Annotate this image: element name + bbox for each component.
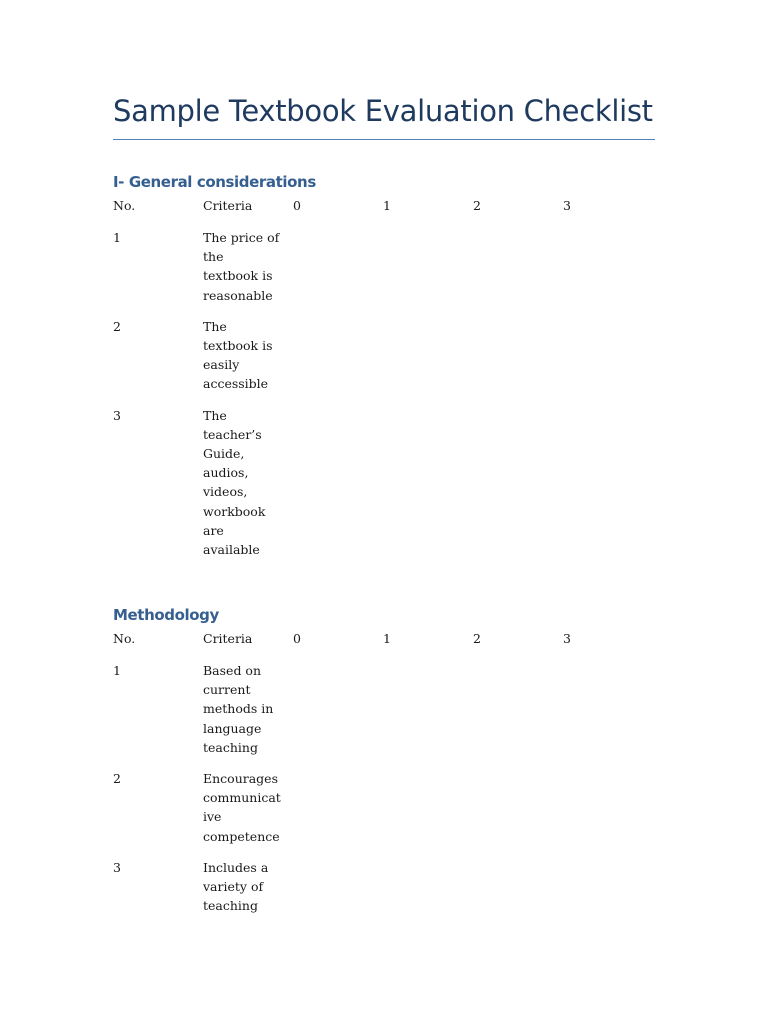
table-header-row bbox=[113, 196, 593, 216]
column-header-no: No. bbox=[113, 631, 136, 646]
general-considerations-table bbox=[113, 196, 593, 559]
row-number: 1 bbox=[113, 230, 121, 245]
column-header-criteria: Criteria bbox=[203, 198, 253, 213]
table-row bbox=[113, 858, 593, 916]
table-row bbox=[113, 661, 593, 757]
criteria-text: The price of the textbook is reasonable bbox=[203, 230, 280, 303]
table-row bbox=[113, 769, 593, 846]
criteria-text: Encourages communicat ive competence bbox=[203, 771, 281, 844]
section-heading-general-considerations: I- General considerations bbox=[113, 173, 316, 191]
criteria-cell bbox=[203, 317, 293, 394]
column-header-score-2: 2 bbox=[473, 198, 481, 213]
column-header-score-2: 2 bbox=[473, 631, 481, 646]
criteria-text: The textbook is easily accessible bbox=[203, 318, 273, 392]
criteria-text: Includes a variety of teaching bbox=[203, 859, 269, 914]
criteria-cell bbox=[203, 661, 293, 757]
row-number: 2 bbox=[113, 771, 121, 787]
title-underline bbox=[113, 139, 655, 140]
table-row bbox=[113, 406, 593, 560]
column-header-score-0: 0 bbox=[293, 631, 301, 646]
column-header-score-3: 3 bbox=[563, 631, 571, 646]
table-header-row bbox=[113, 629, 593, 649]
criteria-cell bbox=[203, 858, 293, 916]
row-number: 1 bbox=[113, 663, 121, 678]
criteria-text: The teacher’s Guide, audios, videos, workbook are available bbox=[203, 407, 266, 558]
column-header-score-1: 1 bbox=[383, 198, 391, 213]
column-header-score-3: 3 bbox=[563, 198, 571, 213]
criteria-text: Based on current methods in language teaching bbox=[203, 663, 274, 755]
column-header-no: No. bbox=[113, 198, 136, 213]
criteria-cell bbox=[203, 228, 293, 305]
methodology-table bbox=[113, 629, 593, 915]
row-number: 2 bbox=[113, 318, 121, 334]
criteria-cell bbox=[203, 406, 293, 560]
table-row bbox=[113, 317, 593, 394]
column-header-criteria: Criteria bbox=[203, 631, 253, 646]
row-number: 3 bbox=[113, 859, 121, 875]
column-header-score-1: 1 bbox=[383, 631, 391, 646]
row-number: 3 bbox=[113, 407, 121, 423]
page-title: Sample Textbook Evaluation Checklist bbox=[113, 94, 653, 128]
table-row bbox=[113, 228, 593, 305]
column-header-score-0: 0 bbox=[293, 198, 301, 213]
section-heading-methodology: Methodology bbox=[113, 606, 219, 624]
criteria-cell bbox=[203, 769, 293, 846]
